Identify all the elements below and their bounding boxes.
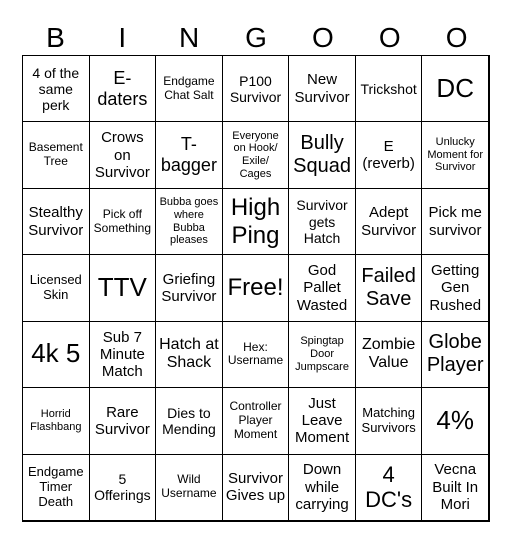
bingo-cell[interactable]: God Pallet Wasted [288, 254, 356, 321]
bingo-cell[interactable]: T-bagger [155, 121, 223, 188]
bingo-cell[interactable]: Dies to Mending [155, 387, 223, 454]
bingo-cell[interactable]: E-daters [89, 55, 157, 122]
bingo-cell[interactable]: Wild Username [155, 454, 223, 521]
bingo-cell[interactable]: Basement Tree [22, 121, 90, 188]
bingo-cell[interactable]: Failed Save [355, 254, 423, 321]
bingo-cell[interactable]: P100 Survivor [222, 55, 290, 122]
bingo-cell[interactable]: TTV [89, 254, 157, 321]
bingo-cell[interactable]: 4% [421, 387, 489, 454]
bingo-cell[interactable]: Spingtap Door Jumpscare [288, 321, 356, 388]
bingo-cell[interactable]: Horrid Flashbang [22, 387, 90, 454]
bingo-cell[interactable]: Down while carrying [288, 454, 356, 521]
bingo-cell[interactable]: Just Leave Moment [288, 387, 356, 454]
bingo-header [22, 20, 490, 56]
bingo-cell[interactable]: Free! [222, 254, 290, 321]
bingo-cell[interactable]: 4k 5 [22, 321, 90, 388]
header-letter: G [245, 22, 267, 53]
bingo-cell[interactable]: Endgame Timer Death [22, 454, 90, 521]
header-letter: O [378, 22, 401, 53]
bingo-cell[interactable]: Rare Survivor [89, 387, 157, 454]
bingo-cell[interactable]: Globe Player [421, 321, 489, 388]
bingo-cell[interactable]: Trickshot [355, 55, 423, 122]
bingo-cell[interactable]: Bubba goes where Bubba pleases [155, 188, 223, 255]
bingo-cell[interactable]: Survivor gets Hatch [288, 188, 356, 255]
bingo-cell[interactable]: Matching Survivors [355, 387, 423, 454]
bingo-cell[interactable]: Endgame Chat Salt [155, 55, 223, 122]
bingo-cell[interactable]: Griefing Survivor [155, 254, 223, 321]
bingo-cell[interactable]: 5 Offerings [89, 454, 157, 521]
bingo-cell[interactable]: 4 DC's [355, 454, 423, 521]
bingo-cell[interactable]: Adept Survivor [355, 188, 423, 255]
bingo-cell[interactable]: Crows on Survivor [89, 121, 157, 188]
bingo-cell[interactable]: Licensed Skin [22, 254, 90, 321]
header-letter: O [445, 22, 468, 53]
bingo-cell[interactable]: Bully Squad [288, 121, 356, 188]
bingo-cell[interactable]: Vecna Built In Mori [421, 454, 489, 521]
bingo-cell[interactable]: Hex: Username [222, 321, 290, 388]
bingo-cell[interactable]: New Survivor [288, 55, 356, 122]
bingo-cell[interactable]: Pick off Something [89, 188, 157, 255]
bingo-cell[interactable]: High Ping [222, 188, 290, 255]
header-letter: B [46, 22, 65, 53]
bingo-cell[interactable]: Survivor Gives up [222, 454, 290, 521]
bingo-cell[interactable]: Unlucky Moment for Survivor [421, 121, 489, 188]
bingo-cell[interactable]: Everyone on Hook/ Exile/ Cages [222, 121, 290, 188]
header-letter: O [311, 22, 334, 53]
bingo-grid [22, 55, 490, 522]
bingo-cell[interactable]: Hatch at Shack [155, 321, 223, 388]
bingo-cell[interactable]: Sub 7 Minute Match [89, 321, 157, 388]
bingo-cell[interactable]: Pick me survivor [421, 188, 489, 255]
bingo-cell[interactable]: 4 of the same perk [22, 55, 90, 122]
bingo-cell[interactable]: Zombie Value [355, 321, 423, 388]
bingo-cell[interactable]: Controller Player Moment [222, 387, 290, 454]
header-letter: N [179, 22, 200, 53]
bingo-cell[interactable]: Getting Gen Rushed [421, 254, 489, 321]
bingo-cell[interactable]: Stealthy Survivor [22, 188, 90, 255]
bingo-cell[interactable]: DC [421, 55, 489, 122]
header-letter: I [118, 22, 127, 53]
bingo-cell[interactable]: E (reverb) [355, 121, 423, 188]
